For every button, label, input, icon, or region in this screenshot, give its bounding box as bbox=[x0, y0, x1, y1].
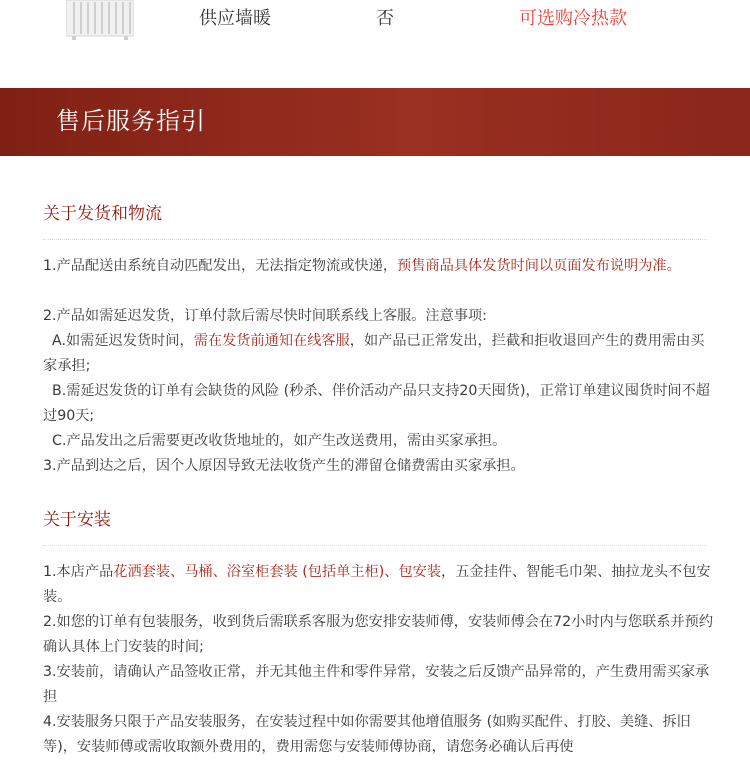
install-item-3: 3.安装前，请确认产品签收正常，并无其他主件和零件异常，安装之后反馈产品异常的，产生费用需买家承担 bbox=[43, 664, 710, 705]
shipping-item-2c: C.产品发出之后需要更改收货地址的，如产生改送费用，需由买家承担。 bbox=[43, 433, 507, 449]
shipping-section-title: 关于发货和物流 bbox=[43, 204, 162, 224]
spec-label: 供应墙暖 bbox=[199, 8, 271, 29]
install-item-2: 2.如您的订单有包装服务，收到货后需联系客服为您安排安装师傅，安装师傅会在72小时内与您联系并预约确认具体上门安装的时间; bbox=[43, 614, 714, 655]
spec-row bbox=[0, 0, 750, 88]
shipping-item-2a-text: A.如需延迟发货时间， bbox=[43, 333, 194, 349]
install-section-title: 关于安装 bbox=[43, 510, 111, 530]
install-item-1-tail: ，五金挂件、智能毛巾架、抽拉龙头不包安装。 bbox=[43, 564, 711, 605]
section-banner bbox=[0, 88, 750, 156]
install-item-1-text: 1.本店产品 bbox=[43, 564, 114, 580]
install-item-1 bbox=[43, 560, 715, 610]
spec-value: 否 bbox=[376, 8, 394, 29]
install-divider bbox=[43, 545, 707, 546]
shipping-item-2a-tail: ，如产品已正常发出，拦截和拒收退回产生的费用需由买家承担; bbox=[43, 333, 705, 374]
shipping-item-2b: B.需延迟发货的订单有会缺货的风险 (秒杀、伴价活动产品只支持20天囤货)，正常订单建议囤货时间不超过90天; bbox=[43, 383, 710, 424]
spec-option-link[interactable]: 可选购冷热款 bbox=[519, 8, 627, 29]
shipping-item-3: 3.产品到达之后，因个人原因导致无法收货产生的滞留仓储费需由买家承担。 bbox=[43, 458, 525, 474]
install-item-4: 4.安装服务只限于产品安装服务，在安装过程中如你需要其他增值服务 (如购买配件、打胶、美缝、拆旧等)，安装师傅或需收取额外费用的，费用需您与安装师傅协商，请您务必确认后再使 bbox=[43, 714, 691, 755]
shipping-divider bbox=[43, 239, 707, 240]
install-item-1-highlight: 花洒套装、马桶、浴室柜套装 (包括单主柜)、包安装 bbox=[113, 564, 442, 580]
shipping-item-1-highlight: 预售商品具体发货时间以页面发布说明为准。 bbox=[397, 258, 681, 274]
shipping-item-2: 2.产品如需延迟发货，订单付款后需尽快时间联系线上客服。注意事项: bbox=[43, 308, 487, 324]
shipping-item-1-text: 1.产品配送由系统自动匹配发出，无法指定物流或快递， bbox=[43, 258, 398, 274]
banner-title: 售后服务指引 bbox=[56, 107, 206, 135]
radiator-icon bbox=[66, 0, 134, 40]
shipping-item-1 bbox=[43, 254, 715, 279]
shipping-item-2a-highlight: 需在发货前通知在线客服 bbox=[193, 333, 350, 349]
shipping-item-2a bbox=[43, 329, 715, 379]
